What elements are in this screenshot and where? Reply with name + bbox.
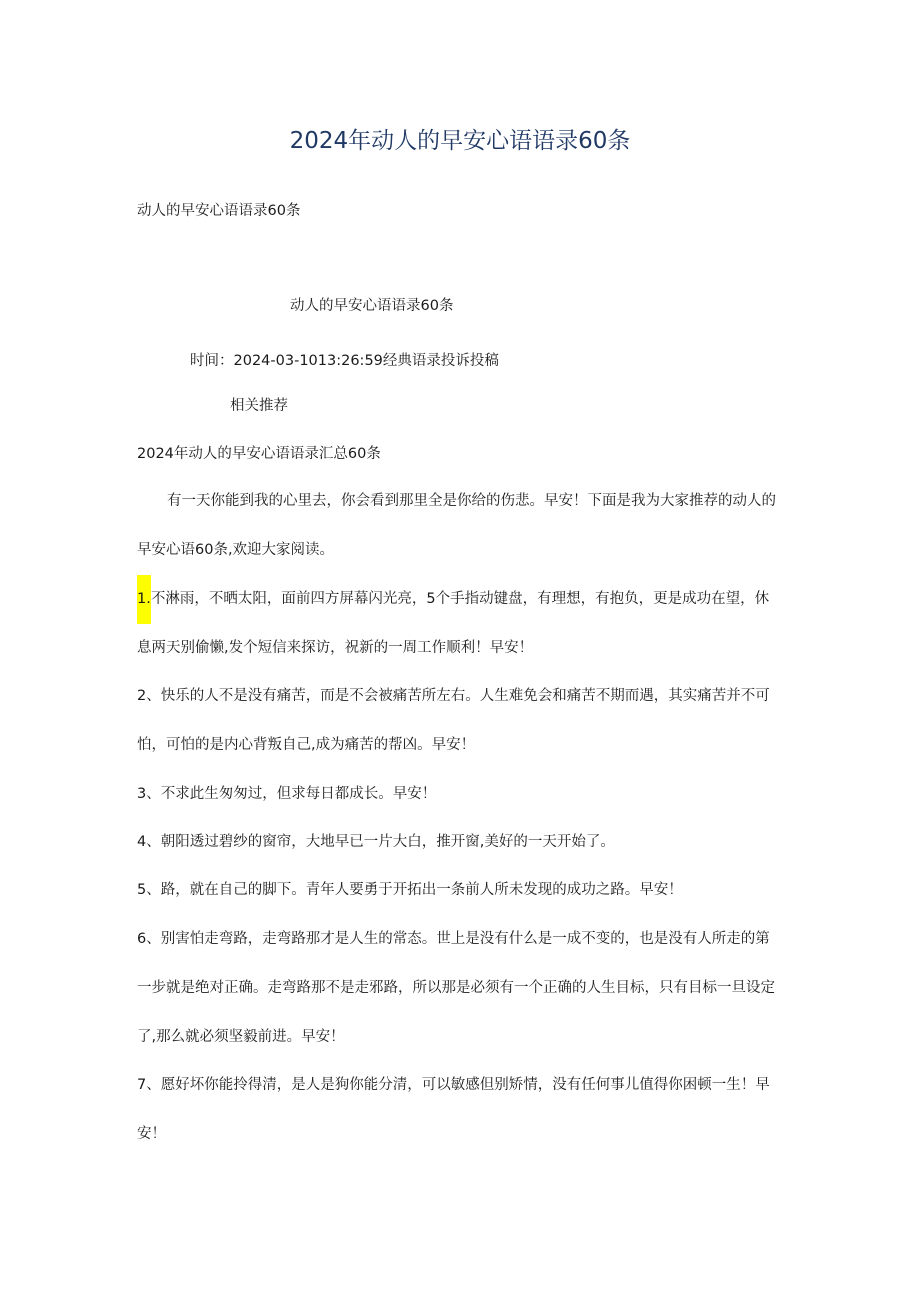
list-item [137, 818, 785, 867]
item-7-line-1: 7、愿好坏你能拎得清，是人是狗你能分清，可以敏感但别矫情，没有任何事儿值得你困顿一生！早 [137, 1077, 770, 1093]
section-heading: 2024年动人的早安心语语录汇总60条 [137, 446, 381, 462]
item-6-line-2: 一步就是绝对正确。走弯路那不是走邪路，所以那是必须有一个正确的人生目标，只有目标一旦设定 [137, 980, 775, 996]
intro-line-1: 有一天你能到我的心里去，你会看到那里全是你给的伤悲。早安！下面是我为大家推荐的动人的 [167, 493, 776, 509]
list-item [137, 575, 785, 673]
list-item [137, 770, 785, 819]
document-subtitle: 动人的早安心语语录60条 [137, 203, 301, 219]
list-item [137, 672, 785, 770]
list-item [137, 866, 785, 915]
meta-line: 时间：2024-03-1013:26:59经典语录投诉投稿 [190, 353, 499, 369]
highlighted-number: 1. [137, 575, 151, 624]
document-title: 2024年动人的早安心语语录60条 [289, 128, 631, 154]
item-7-line-2: 安！ [137, 1126, 166, 1142]
item-6-line-1: 6、别害怕走弯路，走弯路那才是人生的常态。世上是没有什么是一成不变的，也是没有人所走的第 [137, 931, 770, 947]
inner-title: 动人的早安心语语录60条 [290, 298, 454, 314]
item-1-line-1: 不淋雨，不晒太阳，面前四方屏幕闪光亮，5个手指动键盘，有理想，有抱负，更是成功在望，休 [150, 591, 770, 607]
item-4-line-1: 4、朝阳透过碧纱的窗帘，大地早已一片大白，推开窗,美好的一天开始了。 [137, 834, 615, 850]
list-item [137, 915, 785, 1062]
related-link[interactable]: 相关推荐 [230, 398, 288, 414]
item-6-line-3: 了,那么就必须坚毅前进。早安！ [137, 1029, 345, 1045]
item-3-line-1: 3、不求此生匆匆过，但求每日都成长。早安！ [137, 786, 437, 802]
item-2-line-2: 怕，可怕的是内心背叛自己,成为痛苦的帮凶。早安！ [137, 737, 476, 753]
intro-paragraph [137, 477, 785, 575]
item-2-line-1: 2、快乐的人不是没有痛苦，而是不会被痛苦所左右。人生难免会和痛苦不期而遇，其实痛苦并不可 [137, 688, 770, 704]
item-1-line-2: 息两天别偷懒,发个短信来探访，祝新的一周工作顺利！早安！ [137, 640, 534, 656]
intro-line-2: 早安心语60条,欢迎大家阅读。 [137, 542, 335, 558]
list-item [137, 1061, 785, 1159]
item-5-line-1: 5、路，就在自己的脚下。青年人要勇于开拓出一条前人所未发现的成功之路。早安！ [137, 882, 683, 898]
